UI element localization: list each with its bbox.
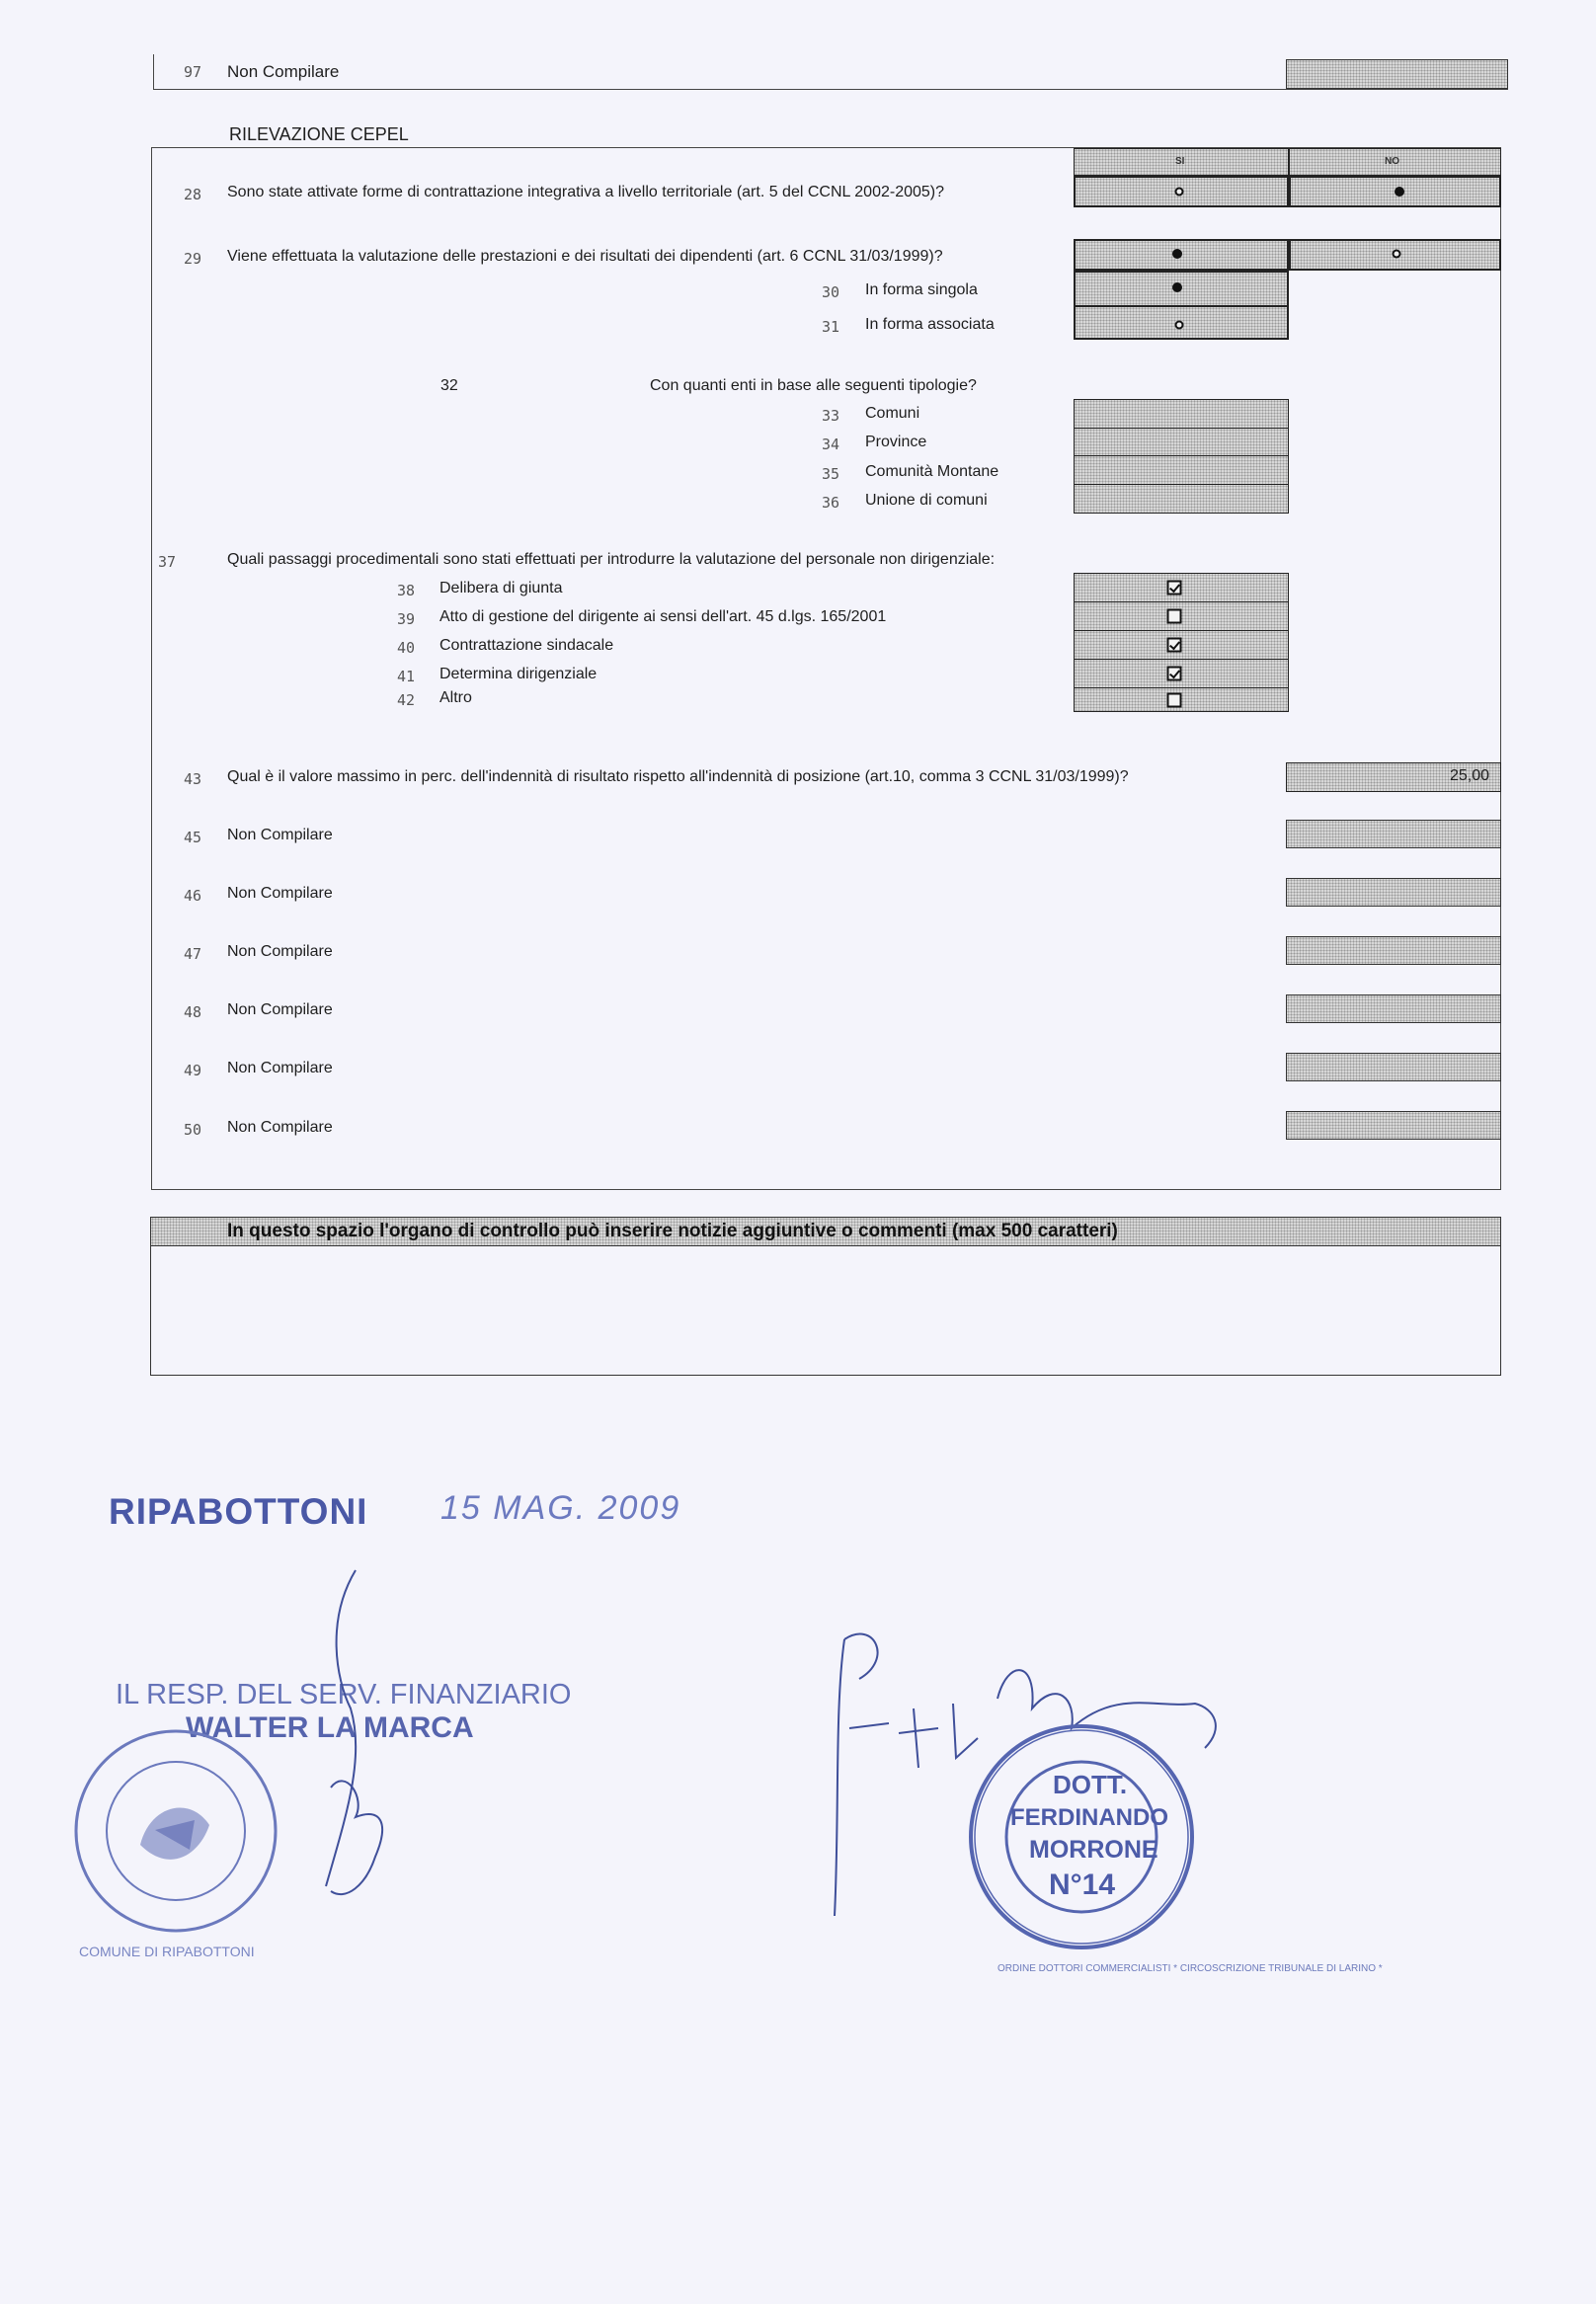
q37-number: 37: [158, 553, 177, 571]
q43-number: 43: [184, 770, 202, 788]
date-stamp: 15 MAG. 2009: [440, 1489, 681, 1527]
q30-number: 30: [822, 283, 840, 301]
q33-number: 33: [822, 407, 840, 425]
row-45-text: Non Compilare: [227, 827, 333, 843]
q30-radio[interactable]: [1172, 282, 1182, 292]
q42-number: 42: [397, 691, 416, 709]
q29-no-radio[interactable]: [1393, 250, 1401, 259]
row-48-text: Non Compilare: [227, 1001, 333, 1018]
q35-number: 35: [822, 465, 840, 483]
q39-text: Atto di gestione del dirigente ai sensi dell'art. 45 d.lgs. 165/2001: [439, 608, 887, 625]
seal-line2: FERDINANDO: [1010, 1804, 1168, 1831]
row-47-text: Non Compilare: [227, 943, 333, 960]
comment-header-text: In questo spazio l'organo di controllo può inserire notizie aggiuntive o commenti (max 500 caratteri): [227, 1221, 1118, 1241]
header-si-label: SI: [1175, 156, 1185, 167]
q31-radio[interactable]: [1175, 321, 1184, 330]
q43-value: 25,00: [1450, 767, 1490, 784]
q36-number: 36: [822, 494, 840, 512]
q35-text: Comunità Montane: [865, 463, 999, 480]
row-49-text: Non Compilare: [227, 1060, 333, 1076]
comment-textarea[interactable]: [151, 1246, 1500, 1375]
q32-number: 32: [440, 377, 458, 394]
q31-number: 31: [822, 318, 840, 336]
seal-line4: N°14: [1049, 1868, 1116, 1901]
q32-text: Con quanti enti in base alle seguenti tipologie?: [650, 377, 977, 394]
q41-checkbox[interactable]: [1167, 667, 1182, 681]
row-45-number: 45: [184, 829, 202, 846]
q28-no-radio[interactable]: [1395, 187, 1404, 197]
q34-number: 34: [822, 436, 840, 453]
row-46-field: [1286, 878, 1501, 907]
seal-line1: DOTT.: [1053, 1770, 1128, 1799]
row-45-field: [1286, 820, 1501, 848]
q39-checkbox[interactable]: [1167, 609, 1182, 624]
header-no-label: NO: [1385, 156, 1399, 167]
role-stamp: IL RESP. DEL SERV. FINANZIARIO: [116, 1679, 572, 1710]
q40-number: 40: [397, 639, 416, 657]
municipal-seal-text: COMUNE DI RIPABOTTONI: [79, 1944, 255, 1959]
row-number: 97: [184, 63, 202, 81]
q38-number: 38: [397, 582, 416, 599]
row-50-number: 50: [184, 1121, 202, 1139]
q28-si-radio[interactable]: [1175, 188, 1184, 197]
q39-number: 39: [397, 610, 416, 628]
q34-field[interactable]: [1074, 428, 1289, 456]
municipal-seal: [71, 1726, 280, 1936]
q28-text: Sono state attivate forme di contrattazione integrativa a livello territoriale (art. 5 del CCNL 2002-2005)?: [227, 184, 945, 200]
row-47-field: [1286, 936, 1501, 965]
top-row-field: [1286, 59, 1508, 89]
q28-number: 28: [184, 186, 202, 203]
q36-field[interactable]: [1074, 484, 1289, 514]
q40-checkbox[interactable]: [1167, 638, 1182, 653]
main-panel: [151, 147, 1501, 1190]
row-48-number: 48: [184, 1003, 202, 1021]
left-signature: [286, 1560, 415, 1906]
q42-checkbox[interactable]: [1167, 693, 1182, 708]
seal-ring-text: ORDINE DOTTORI COMMERCIALISTI * CIRCOSCRIZIONE TRIBUNALE DI LARINO *: [998, 1963, 1383, 1974]
row-label: Non Compilare: [227, 62, 340, 81]
q29-number: 29: [184, 250, 202, 268]
q34-text: Province: [865, 434, 927, 450]
q29-si-radio[interactable]: [1172, 249, 1182, 259]
q36-text: Unione di comuni: [865, 492, 988, 509]
q41-text: Determina dirigenziale: [439, 666, 598, 682]
q31-text: In forma associata: [865, 316, 995, 333]
row-47-number: 47: [184, 945, 202, 963]
q38-checkbox[interactable]: [1167, 581, 1182, 596]
top-left-border: [153, 54, 154, 90]
row-48-field: [1286, 994, 1501, 1023]
q37-text: Quali passaggi procedimentali sono stati effettuati per introdurre la valutazione del personale non dirigenziale:: [227, 551, 996, 568]
q30-text: In forma singola: [865, 281, 978, 298]
top-row-divider: [153, 89, 1508, 90]
row-50-field: [1286, 1111, 1501, 1140]
q40-text: Contrattazione sindacale: [439, 637, 614, 654]
row-50-text: Non Compilare: [227, 1119, 333, 1136]
q35-field[interactable]: [1074, 455, 1289, 485]
row-46-text: Non Compilare: [227, 885, 333, 902]
q33-text: Comuni: [865, 405, 920, 422]
q33-field[interactable]: [1074, 399, 1289, 429]
q41-number: 41: [397, 668, 416, 685]
section-title: RILEVAZIONE CEPEL: [229, 124, 409, 144]
row-49-field: [1286, 1053, 1501, 1081]
place-stamp: RIPABOTTONI: [109, 1491, 368, 1532]
q29-text: Viene effettuata la valutazione delle prestazioni e dei risultati dei dipendenti (art. 6 CCNL 31/03/1999)?: [227, 248, 943, 265]
q43-text: Qual è il valore massimo in perc. dell'indennità di risultato rispetto all'indennità di posizione (art.10, comma 3 CCNL 31/03/1999)?: [227, 768, 1129, 785]
row-49-number: 49: [184, 1062, 202, 1079]
row-46-number: 46: [184, 887, 202, 905]
seal-line3: MORRONE: [1029, 1836, 1158, 1864]
q38-text: Delibera di giunta: [439, 580, 563, 596]
q42-text: Altro: [439, 689, 472, 706]
name-stamp: WALTER LA MARCA: [186, 1711, 474, 1744]
